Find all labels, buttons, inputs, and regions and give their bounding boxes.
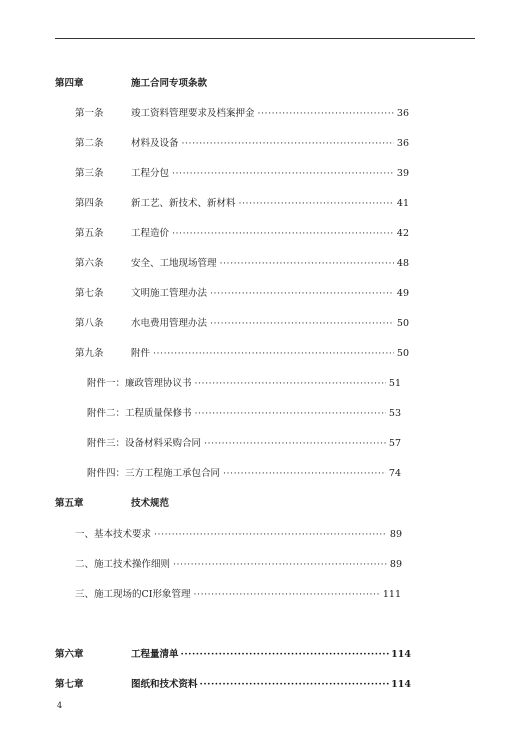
dot-leader [200,678,390,692]
article-number: 第一条 [75,108,104,119]
toc-entry[interactable] [75,588,401,602]
entry-title: 附件四：三方工程施工承包合同 [87,468,221,479]
chapter-4-heading[interactable] [55,77,207,91]
page-ref: 74 [388,468,401,479]
dot-leader [172,227,394,241]
entry-title: 三、施工现场的CI形象管理 [75,589,191,600]
entry-title: 工程分包 [131,168,170,179]
article-number: 第六条 [75,258,104,269]
entry-title: 新工艺、新技术、新材料 [131,198,236,209]
toc-entry[interactable] [75,317,409,331]
page-ref: 41 [396,198,409,209]
entry-title: 材料及设备 [131,138,179,149]
dot-leader [220,257,394,271]
dot-leader [181,648,390,662]
dot-leader [195,407,386,421]
dot-leader [195,377,386,391]
entry-title: 附件 [131,348,151,359]
toc-entry[interactable] [75,197,409,211]
entry-title: 工程造价 [131,228,170,239]
toc-entry[interactable] [75,528,402,542]
dot-leader [210,287,394,301]
article-number: 第四条 [75,198,104,209]
article-number: 第五条 [75,228,104,239]
entry-title: 附件一：廉政管理协议书 [87,378,192,389]
page-ref: 42 [396,228,409,239]
toc-entry[interactable] [75,558,402,572]
dot-leader [173,558,387,572]
page-ref: 36 [396,108,409,119]
chapter-6-entry[interactable] [55,648,411,662]
page-ref: 51 [388,378,401,389]
dot-leader [210,317,394,331]
page-ref: 57 [388,438,401,449]
page-ref: 48 [396,258,409,269]
chapter-title: 图纸和技术资料 [131,679,198,690]
article-number: 第七条 [75,288,104,299]
page-ref: 39 [396,168,409,179]
chapter-5-heading[interactable] [55,497,169,511]
page-ref: 111 [382,589,401,600]
toc-entry-attachment[interactable] [87,437,401,451]
chapter-title: 施工合同专项条款 [131,78,208,89]
page-ref: 89 [389,529,402,540]
dot-leader [204,437,386,451]
dot-leader [182,137,394,151]
dot-leader [172,167,394,181]
dot-leader [258,107,394,121]
chapter-title: 工程量清单 [131,649,179,660]
entry-title: 水电费用管理办法 [131,318,208,329]
toc-entry-attachment[interactable] [87,407,401,421]
page-ref: 36 [396,138,409,149]
chapter-title: 技术规范 [131,498,170,509]
toc-entry[interactable] [75,107,409,121]
entry-title: 安全、工地现场管理 [131,258,217,269]
dot-leader [239,197,394,211]
page-number: 4 [57,701,63,710]
toc-entry[interactable] [75,347,409,361]
article-number: 第三条 [75,168,104,179]
chapter-7-entry[interactable] [55,678,411,692]
header-rule [55,38,475,39]
entry-title: 附件二：工程质量保修书 [87,408,192,419]
dot-leader [194,588,380,602]
page-ref: 49 [396,288,409,299]
dot-leader [154,528,387,542]
article-number: 第九条 [75,348,104,359]
toc-entry-attachment[interactable] [87,377,401,391]
dot-leader [223,467,386,481]
page-ref: 114 [391,649,411,660]
dot-leader [153,347,394,361]
toc-entry-attachment[interactable] [87,467,401,481]
toc-entry[interactable] [75,257,409,271]
entry-title: 文明施工管理办法 [131,288,208,299]
entry-title: 二、施工技术操作细则 [75,559,171,570]
page-ref: 50 [396,318,409,329]
entry-title: 一、基本技术要求 [75,529,152,540]
chapter-number: 第四章 [55,78,84,89]
page-ref: 114 [391,679,411,690]
toc-entry[interactable] [75,287,409,301]
page-ref: 50 [396,348,409,359]
chapter-number: 第五章 [55,498,84,509]
article-number: 第二条 [75,138,104,149]
entry-title: 竣工资料管理要求及档案押金 [131,108,255,119]
article-number: 第八条 [75,318,104,329]
chapter-number: 第六章 [55,649,84,660]
page-ref: 53 [388,408,401,419]
toc-entry[interactable] [75,137,409,151]
page-ref: 89 [389,559,402,570]
chapter-number: 第七章 [55,679,84,690]
toc-entry[interactable] [75,167,409,181]
entry-title: 附件三：设备材料采购合同 [87,438,202,449]
toc-entry[interactable] [75,227,409,241]
